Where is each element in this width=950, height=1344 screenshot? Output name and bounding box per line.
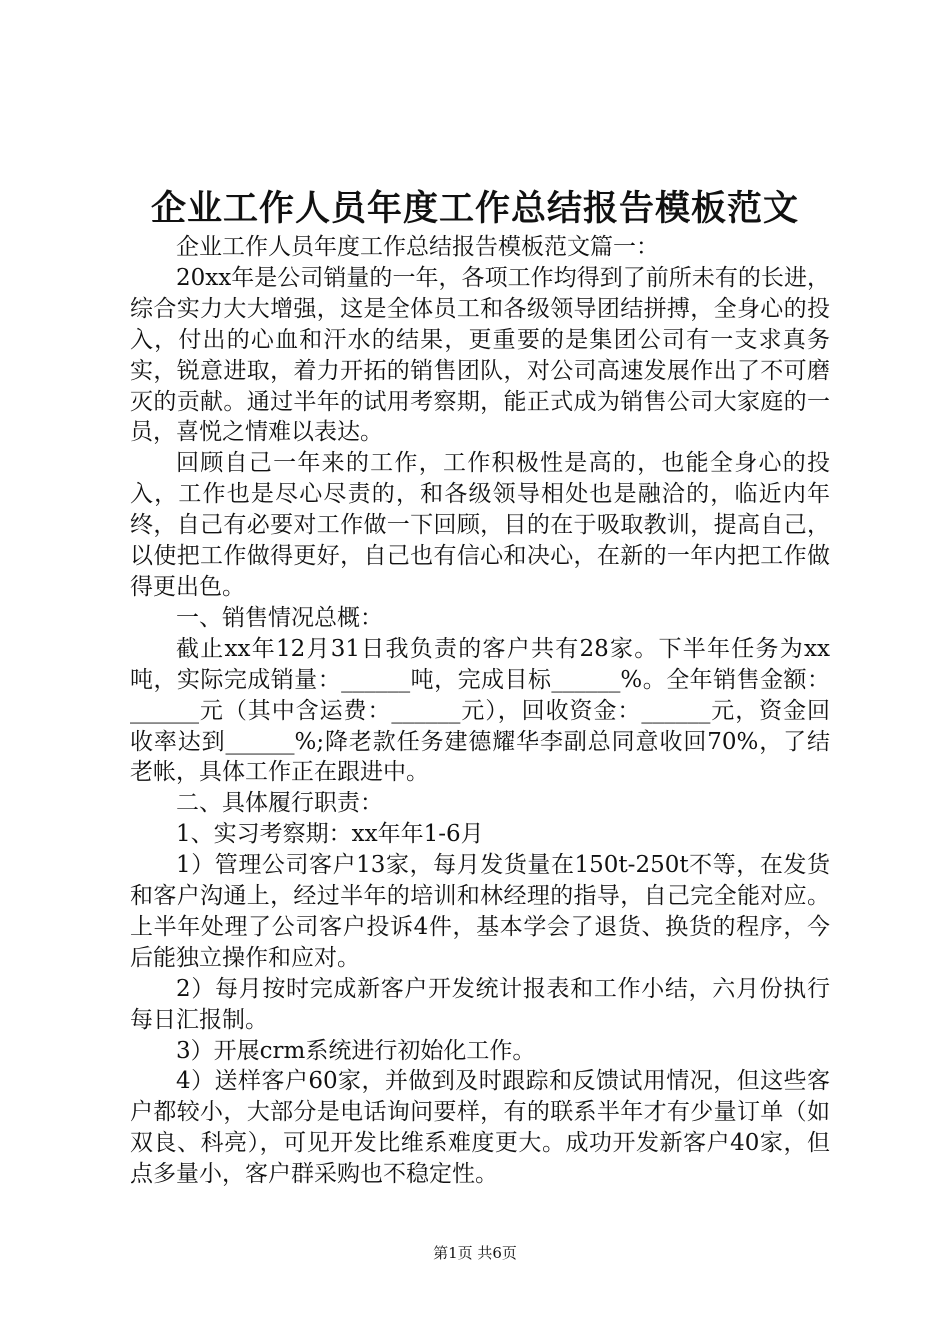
paragraph: 截止xx年12月31日我负责的客户共有28家。下半年任务为xx吨，实际完成销量：______吨，完成目标______%。全年销售金额：______元（其中含运费：______元），回收资金：______元，资金回收率达到______%;降老款任务建德耀华李副总同意收回70%，了结老帐，具体工作正在跟进中。 (130, 635, 830, 786)
paragraph: 回顾自己一年来的工作，工作积极性是高的，也能全身心的投入，工作也是尽心尽责的，和各级领导相处也是融洽的，临近内年终，自己有必要对工作做一下回顾，目的在于吸取教训，提高自己，以使把工作做得更好，自己也有信心和决心，在新的一年内把工作做得更出色。 (130, 450, 830, 600)
subsection-heading: 1、实习考察期：xx年年1-6月 (176, 821, 484, 848)
document-body (130, 232, 830, 1190)
list-item: 3）开展crm系统进行初始化工作。 (176, 1037, 536, 1064)
list-item: 1）管理公司客户13家，每月发货量在150t-250t不等，在发货和客户沟通上，经过半年的培训和林经理的指导，自己完全能对应。上半年处理了公司客户投诉4件，基本学会了退货、换货的程序，今后能独立操作和应对。 (130, 852, 830, 971)
page-footer: 第1页 共6页 (433, 1244, 517, 1262)
list-item: 2）每月按时完成新客户开发统计报表和工作小结，六月份执行每日汇报制。 (130, 975, 830, 1033)
section-heading: 一、销售情况总概： (176, 604, 383, 631)
section-heading: 二、具体履行职责： (176, 790, 383, 817)
list-item: 4）送样客户60家，并做到及时跟踪和反馈试用情况，但这些客户都较小，大部分是电话询问要样，有的联系半年才有少量订单（如双良、科亮），可见开发比维系难度更大。成功开发新客户40家，但点多量小，客户群采购也不稳定性。 (130, 1068, 830, 1188)
document-title: 企业工作人员年度工作总结报告模板范文 (150, 188, 799, 229)
paragraph-intro-heading: 企业工作人员年度工作总结报告模板范文篇一： (176, 234, 659, 260)
paragraph: 20xx年是公司销量的一年，各项工作均得到了前所未有的长进，综合实力大大增强，这是全体员工和各级领导团结拼搏，全身心的投入，付出的心血和汗水的结果，更重要的是集团公司有一支求真务实，锐意进取，着力开拓的销售团队，对公司高速发展作出了不可磨灭的贡献。通过半年的试用考察期，能正式成为销售公司大家庭的一员，喜悦之情难以表达。 (130, 264, 830, 446)
